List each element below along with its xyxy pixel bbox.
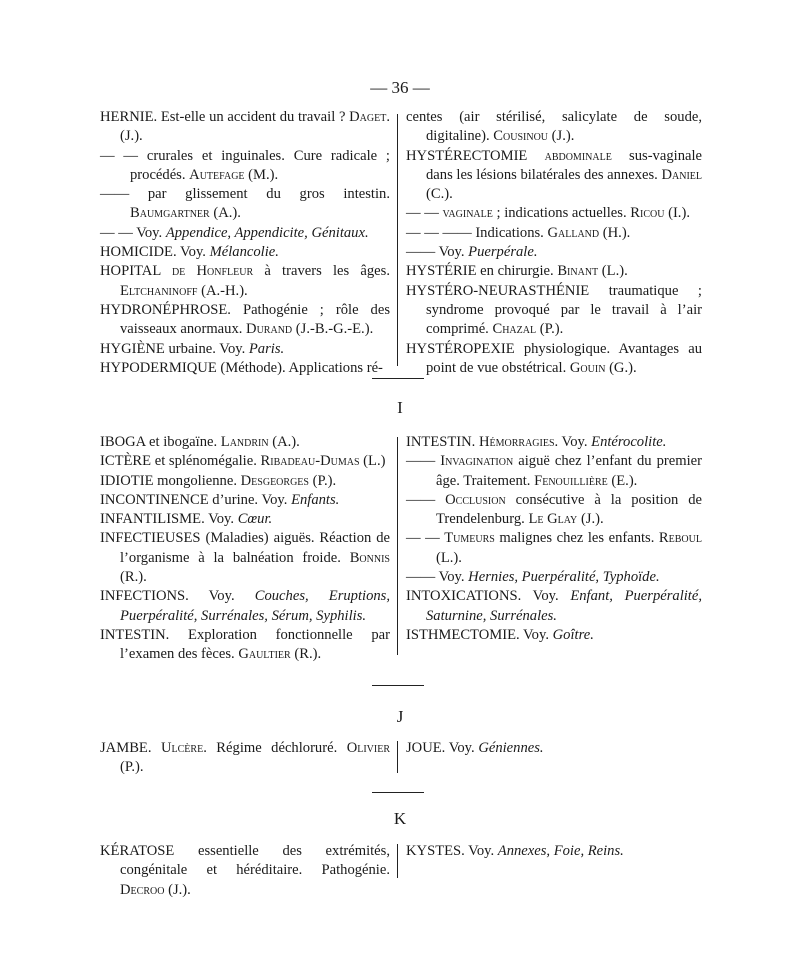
entry-author: Chazal — [492, 321, 537, 338]
index-entry — [406, 491, 702, 530]
index-entry — [100, 224, 390, 243]
entry-text: consécutive à la position de Trendelenburg. — [436, 491, 702, 528]
column-divider — [397, 114, 398, 366]
entry-text: — — — [406, 205, 443, 222]
entry-text: centes (air stérilisé, salicylate de soude, digitaline). — [406, 109, 702, 145]
entry-text: à travers les âges. — [253, 263, 390, 280]
column-divider — [397, 844, 398, 878]
entry-text: —— par glissement du gros intestin. — [100, 186, 390, 203]
section-rule — [372, 792, 424, 793]
entry-cross-reference: Couches, Eruptions, Puerpéralité, Surrénales, Sérum, Syphilis. — [120, 588, 390, 624]
index-entry — [406, 452, 702, 491]
entry-text: (R.). — [290, 646, 322, 663]
entry-text: HYSTÉROPEXIE physiologique. Avantages au point de vue obstétrical. — [406, 340, 702, 376]
index-entry — [406, 262, 702, 281]
entry-text: INFECTIEUSES (Maladies) aiguës. Réaction de l’organisme à la balnéation froide. — [100, 530, 390, 566]
entry-text: —— — [406, 453, 441, 470]
entry-cross-reference: Cœur. — [237, 511, 273, 528]
index-entry — [406, 340, 702, 379]
entry-text: (E.). — [607, 472, 638, 489]
entry-text: (C.). — [426, 186, 453, 203]
entry-text: — — Voy. — [100, 224, 166, 241]
entry-author: Gaultier — [238, 646, 291, 663]
page-number: — 36 — — [370, 78, 430, 97]
entry-text: (A.). — [209, 205, 241, 222]
entry-text: HOPITAL — [100, 263, 172, 280]
entry-author: de Honfleur — [171, 263, 254, 280]
entry-author: Ricou — [630, 205, 665, 222]
section-letter-j: J — [396, 707, 404, 726]
entry-text: (P.). — [308, 472, 337, 489]
entry-author: Invagination — [440, 453, 514, 470]
entry-text: (J.). — [577, 511, 604, 528]
entry-text: (L.) — [359, 453, 386, 470]
entry-text: (G.). — [605, 359, 637, 376]
entry-text: ICTÈRE et splénomégalie. — [100, 453, 261, 470]
entry-text: HYSTÉRO-NEURASTHÉNIE traumatique ; syndrome provoqué par le travail à l’air comprimé. — [406, 282, 702, 338]
index-entry — [100, 472, 390, 491]
entry-author: Reboul — [658, 530, 702, 547]
entry-text: HERNIE. Est-elle un accident du travail ? — [100, 109, 350, 125]
entry-cross-reference: Mélancolie. — [209, 244, 279, 261]
entry-text: HOMICIDE. Voy. — [100, 244, 210, 261]
entry-author: vaginale — [442, 205, 493, 222]
index-entry — [100, 262, 390, 301]
section-letter-k: K — [393, 809, 407, 828]
entry-cross-reference: Entérocolite. — [591, 434, 667, 450]
entry-text: KYSTES. Voy. — [406, 843, 498, 859]
entry-text: INTESTIN. Exploration fonctionnelle par l’examen des fèces. — [100, 626, 390, 663]
section-rule — [372, 685, 424, 686]
entry-text: IDIOTIE mongolienne. — [100, 472, 241, 489]
entry-text: —— — [406, 491, 446, 508]
index-entry — [406, 224, 702, 243]
entry-text: INTESTIN. — [406, 434, 479, 450]
entry-text: HYDRONÉPHROSE. Pathogénie ; rôle des vaisseaux anormaux. — [100, 301, 390, 338]
entry-text: (M.). — [244, 166, 279, 183]
entry-text: (P.). — [120, 759, 144, 776]
index-entry — [406, 108, 702, 147]
entry-text: (J.). — [164, 881, 191, 898]
entry-text: (I.). — [664, 205, 690, 222]
entry-text: ; indications actuelles. — [492, 205, 631, 222]
entry-text: (A.). — [268, 434, 300, 450]
entry-text: aiguë chez l’enfant du premier âge. Traitement. — [436, 453, 702, 489]
entry-author: Occlusion — [445, 491, 506, 508]
index-entry — [406, 243, 702, 262]
entry-text: (J.-B.-G.-E.). — [292, 321, 374, 338]
entry-author: Eltchaninoff — [120, 282, 198, 299]
entry-text: INFANTILISME. Voy. — [100, 511, 238, 528]
entry-text: HYPODERMIQUE (Méthode). Applications ré- — [100, 359, 383, 376]
index-entry — [406, 529, 702, 568]
section-i-right-column — [406, 433, 702, 645]
section-k-right-column — [406, 842, 702, 861]
index-entry — [100, 842, 390, 900]
entry-cross-reference: Puerpérale. — [468, 244, 538, 261]
index-entry — [100, 587, 390, 626]
index-entry — [100, 301, 390, 340]
index-entry — [100, 108, 390, 147]
entry-author: Autefage — [189, 166, 245, 183]
index-entry — [100, 491, 390, 510]
index-entry — [406, 147, 702, 205]
entry-cross-reference: Goître. — [552, 626, 594, 643]
entry-author: Binant — [557, 263, 599, 280]
section-letter-i: I — [397, 398, 403, 417]
column-divider — [397, 741, 398, 773]
entry-cross-reference: Enfant, Puerpéralité, Saturnine, Surrénales. — [426, 588, 702, 624]
index-entry — [406, 842, 702, 861]
index-entry — [100, 452, 390, 471]
section-k-left-column — [100, 842, 390, 900]
entry-text: HYSTÉRECTOMIE — [406, 147, 545, 164]
index-entry — [406, 282, 702, 340]
entry-text: (H.). — [599, 224, 631, 241]
entry-text: sus-vaginale dans les lésions bilatérales des annexes. — [426, 147, 702, 183]
entry-text: HYSTÉRIE en chirurgie. — [406, 263, 558, 280]
entry-text: (L.). — [436, 549, 462, 566]
entry-text: KÉRATOSE essentielle des extrémités, congénitale et héréditaire. Pathogénie. — [100, 843, 390, 879]
index-entry — [406, 587, 702, 626]
entry-author: Desgeorges — [240, 472, 309, 489]
entry-text: (P.). — [536, 321, 564, 338]
index-entry — [406, 568, 702, 587]
entry-author: Galland — [547, 224, 600, 241]
entry-text: IBOGA et ibogaïne. — [100, 434, 221, 450]
section-j-left-column — [100, 739, 390, 778]
entry-text: HYGIÈNE urbaine. Voy. — [100, 340, 249, 357]
entry-cross-reference: Enfants. — [291, 491, 340, 508]
index-entry — [406, 433, 702, 452]
index-entry — [100, 510, 390, 529]
entry-author: Hémorragies — [478, 434, 555, 450]
entry-text: —— Voy. — [406, 569, 469, 586]
entry-author: Decroo — [120, 881, 165, 898]
entry-author: Tumeurs — [444, 530, 495, 547]
entry-author: Olivier — [346, 740, 391, 756]
index-entry — [100, 433, 390, 452]
index-entry — [406, 204, 702, 223]
entry-cross-reference: Annexes, Foie, Reins. — [497, 843, 624, 859]
index-entry — [100, 739, 390, 778]
index-entry — [100, 243, 390, 262]
entry-text: (J.). — [548, 128, 575, 145]
entry-text: — — —— Indications. — [406, 224, 548, 241]
index-entry — [100, 147, 390, 186]
entry-author: Durand — [246, 321, 293, 338]
entry-text: ISTHMECTOMIE. Voy. — [406, 626, 553, 643]
entry-author: Fenouillière — [534, 472, 608, 489]
entry-cross-reference: Paris. — [248, 340, 285, 357]
entry-author: Ulcère — [160, 740, 204, 756]
section-h-left-column — [100, 108, 390, 378]
entry-text: — — crurales et inguinales. Cure radicale ; procédés. — [100, 147, 390, 183]
entry-author: abdominale — [544, 147, 612, 164]
index-entry — [100, 529, 390, 587]
entry-author: Bonnis — [349, 549, 390, 566]
entry-text: INTOXICATIONS. Voy. — [406, 588, 571, 605]
column-divider — [397, 437, 398, 655]
entry-text: . (J.). — [120, 109, 390, 145]
index-entry — [100, 626, 390, 665]
entry-text: (R.). — [120, 569, 147, 586]
entry-text: — — — [406, 530, 445, 547]
index-entry — [406, 739, 702, 758]
index-entry — [100, 359, 390, 378]
entry-text: malignes chez les enfants. — [494, 530, 659, 547]
entry-text: —— Voy. — [406, 244, 469, 261]
entry-text: . Régime déchloruré. — [203, 740, 347, 756]
entry-text: INCONTINENCE d’urine. Voy. — [100, 491, 292, 508]
section-j-right-column — [406, 739, 702, 758]
section-i-left-column — [100, 433, 390, 665]
entry-text: . Voy. — [554, 434, 592, 450]
entry-author: Le Glay — [528, 511, 578, 528]
entry-author: Landrin — [220, 434, 269, 450]
index-entry — [406, 626, 702, 645]
entry-cross-reference: Géniennes. — [478, 740, 544, 756]
entry-text: (L.). — [598, 263, 628, 280]
entry-text: (A.-H.). — [197, 282, 248, 299]
entry-author: Cousinou — [493, 128, 549, 145]
entry-author: Daget — [349, 109, 387, 125]
section-rule — [372, 378, 424, 379]
entry-author: Ribadeau-Dumas — [260, 453, 360, 470]
entry-text: JAMBE. — [100, 740, 161, 756]
entry-author: Gouin — [569, 359, 606, 376]
section-h-right-column — [406, 108, 702, 378]
index-entry — [100, 185, 390, 224]
entry-cross-reference: Appendice, Appendicite, Génitaux. — [165, 224, 369, 241]
entry-text: JOUE. Voy. — [406, 740, 479, 756]
entry-author: Baumgartner — [130, 205, 210, 222]
entry-author: Daniel — [661, 166, 702, 183]
entry-cross-reference: Hernies, Puerpéralité, Typhoïde. — [468, 569, 660, 586]
index-entry — [100, 340, 390, 359]
entry-text: INFECTIONS. Voy. — [100, 588, 255, 605]
